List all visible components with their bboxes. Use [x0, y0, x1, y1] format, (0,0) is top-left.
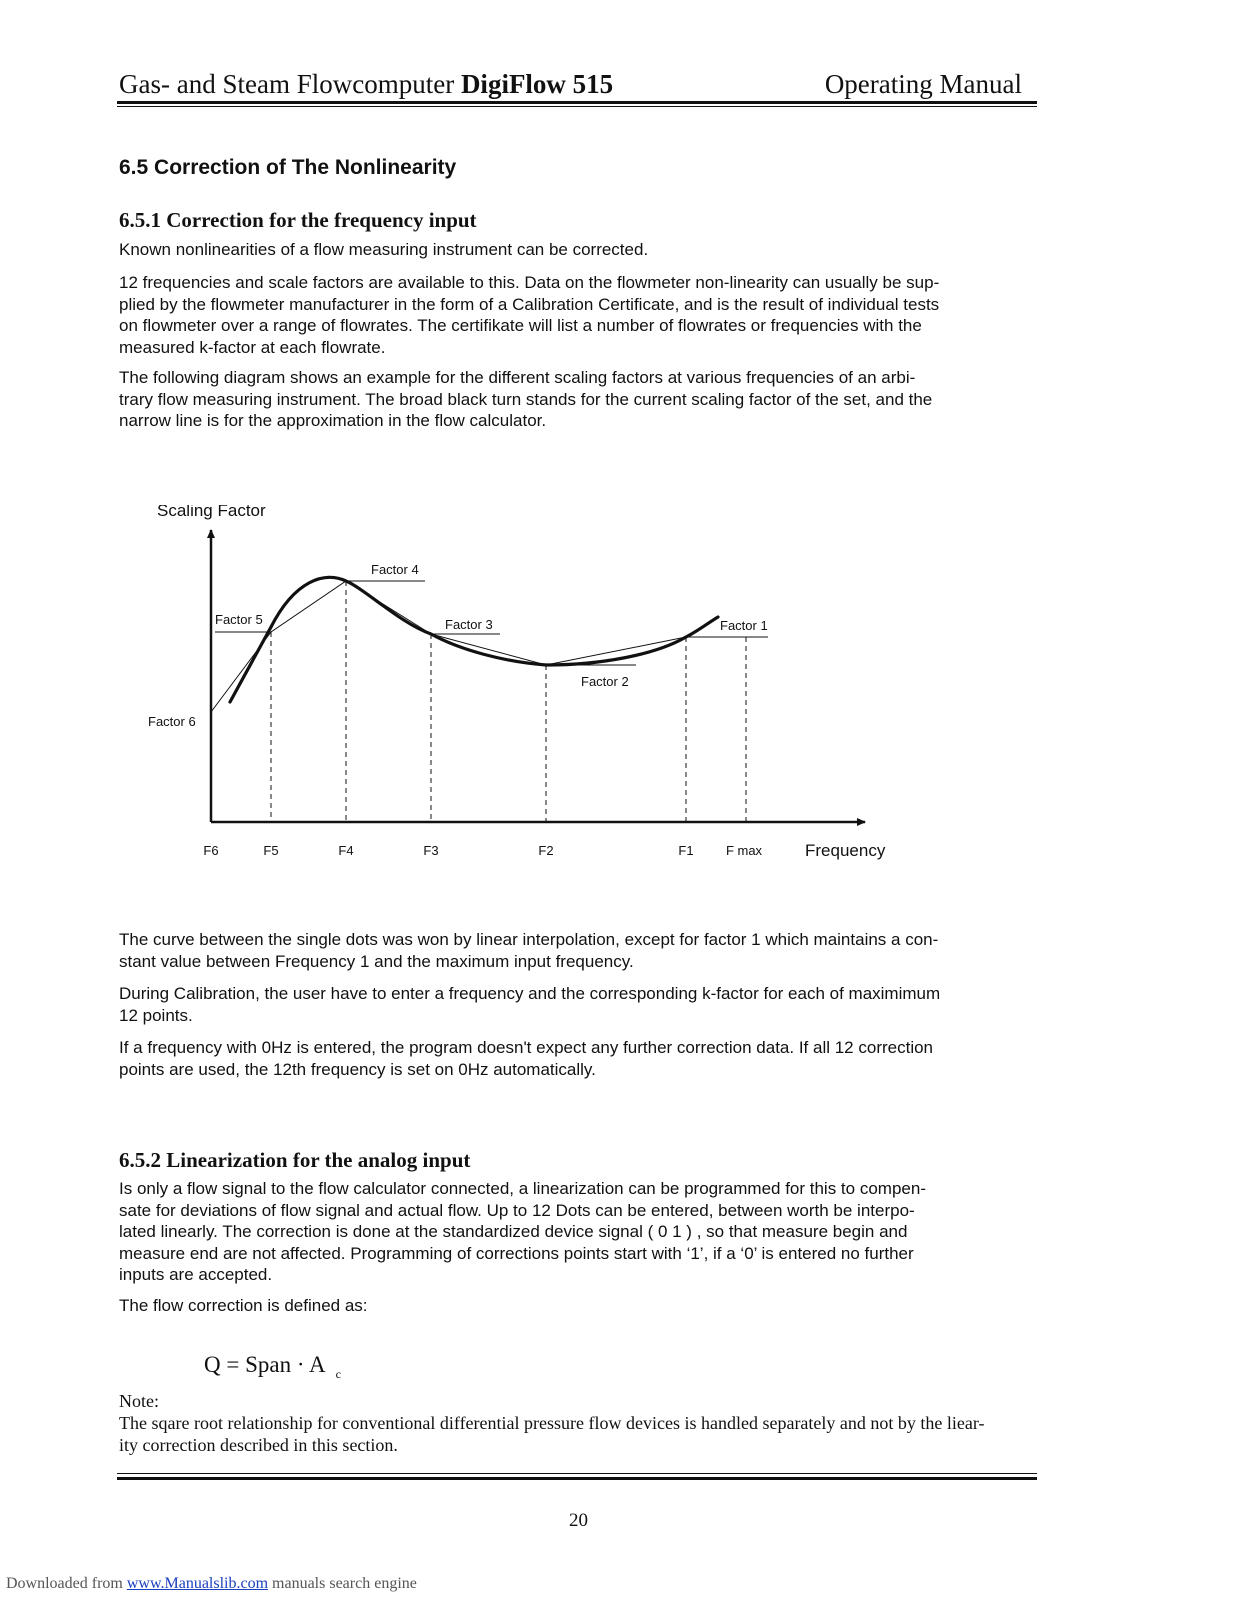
paragraph-6-5-2-linearization — [119, 1178, 1039, 1286]
text-line: stant value between Frequency 1 and the maximum input frequency. — [119, 951, 634, 971]
chart-x-axis-label: Frequency — [805, 841, 886, 860]
header-title — [119, 68, 613, 100]
text-line: During Calibration, the user have to enter a frequency and the corresponding k-factor for each of maximimum — [119, 984, 941, 1003]
header-document-type: Operating Manual — [824, 69, 1022, 99]
text-line: narrow line is for the approximation in the flow calculator. — [119, 411, 547, 430]
x-tick-label-f6: F6 — [203, 843, 219, 858]
text-line: The curve between the single dots was won by linear interpolation, except for factor 1 which maintains a con- — [119, 930, 939, 949]
chart-y-axis-label: Scaling Factor — [157, 505, 266, 520]
factor-label-factor-4: Factor 4 — [371, 562, 419, 577]
text-line: 12 points. — [119, 1005, 193, 1025]
header-product-name: DigiFlow 515 — [460, 69, 614, 99]
factor-label-factor-3: Factor 3 — [445, 617, 493, 632]
x-tick-label-f5: F5 — [263, 843, 279, 858]
paragraph-6-5-2-definition — [119, 1295, 1039, 1317]
text-line: plied by the flowmeter manufacturer in the form of a Calibration Certificate, and is the result of individual tests — [119, 294, 940, 314]
text-line: Is only a flow signal to the flow calculator connected, a linearization can be programmed for this to compen- — [119, 1179, 926, 1198]
text-line: 12 frequencies and scale factors are available to this. Data on the flowmeter non-linearity can usually be sup- — [119, 273, 940, 292]
scaling-factor-chart — [140, 505, 910, 870]
text-line: If a frequency with 0Hz is entered, the program doesn't expect any further correction data. If all 12 correction — [119, 1038, 933, 1057]
factor-label-factor-5: Factor 5 — [215, 612, 263, 627]
scaling-factor-curve — [230, 577, 718, 702]
footer-prefix: Downloaded from — [6, 1575, 127, 1592]
text-line: sate for deviations of flow signal and actual flow. Up to 12 Dots can be entered, between worth be interpo- — [119, 1200, 915, 1220]
header-rule — [117, 101, 1037, 104]
footer-rule-thin — [117, 1473, 1037, 1474]
text-line: measure end are not affected. Programming of corrections points start with ‘1’, if a ‘0’ is entered no further — [119, 1243, 914, 1263]
header-rule-thin — [117, 106, 1037, 107]
subsection-title-6-5-2: 6.5.2 Linearization for the analog input — [119, 1148, 471, 1172]
x-tick-label-f-max: F max — [725, 843, 763, 858]
header-title-prefix: Gas- and Steam Flowcomputer — [119, 69, 461, 99]
paragraph-6-5-1-zero-frequency — [119, 1037, 1039, 1080]
text-line: Known nonlinearities of a flow measuring instrument can be corrected. — [119, 240, 649, 259]
x-tick-label-f1: F1 — [678, 843, 694, 858]
factor-label-factor-6: Factor 6 — [148, 714, 196, 729]
page-number: 20 — [569, 1510, 588, 1531]
footer-suffix: manuals search engine — [268, 1575, 417, 1592]
text-line: measured k-factor at each flowrate. — [119, 337, 386, 357]
flow-correction-formula — [204, 1352, 341, 1382]
paragraph-6-5-1-diagram-intro — [119, 367, 1039, 432]
download-footer — [6, 1575, 417, 1593]
text-line: The flow correction is defined as: — [119, 1296, 368, 1315]
manualslib-link[interactable]: www.Manualslib.com — [126, 1575, 269, 1592]
note-text — [119, 1412, 1039, 1456]
text-line: points are used, the 12th frequency is set on 0Hz automatically. — [119, 1059, 596, 1079]
text-line: ity correction described in this section. — [119, 1435, 398, 1455]
paragraph-6-5-1-interpolation — [119, 929, 1039, 972]
text-line: The sqare root relationship for conventional differential pressure flow devices is handled separately and not by the liear- — [119, 1413, 985, 1433]
paragraph-6-5-1-frequencies — [119, 272, 1039, 358]
subsection-title-6-5-1: 6.5.1 Correction for the frequency input — [119, 208, 477, 232]
chart-marks — [148, 562, 768, 858]
x-tick-label-f3: F3 — [423, 843, 439, 858]
text-line: trary flow measuring instrument. The broad black turn stands for the current scaling factor of the set, and the — [119, 389, 933, 409]
paragraph-6-5-1-calibration — [119, 983, 1039, 1026]
formula-subscript: c — [335, 1367, 341, 1381]
x-tick-label-f2: F2 — [538, 843, 554, 858]
formula-main: Q = Span · A — [204, 1352, 326, 1377]
footer-rule — [117, 1477, 1037, 1480]
section-title: 6.5 Correction of The Nonlinearity — [119, 156, 457, 179]
text-line: inputs are accepted. — [119, 1265, 273, 1284]
text-line: on flowmeter over a range of flowrates. The certifikate will list a number of flowrates or frequencies with the — [119, 316, 922, 335]
text-line: The following diagram shows an example for the different scaling factors at various frequencies of an arbi- — [119, 368, 916, 387]
text-line: lated linearly. The correction is done at the standardized device signal ( 0 1 ) , so that measure begin and — [119, 1222, 908, 1241]
paragraph-6-5-1-intro — [119, 239, 1039, 261]
factor-label-factor-2: Factor 2 — [581, 674, 629, 689]
factor-label-factor-1: Factor 1 — [720, 618, 768, 633]
note-title: Note: — [119, 1391, 159, 1411]
x-tick-label-f4: F4 — [338, 843, 354, 858]
